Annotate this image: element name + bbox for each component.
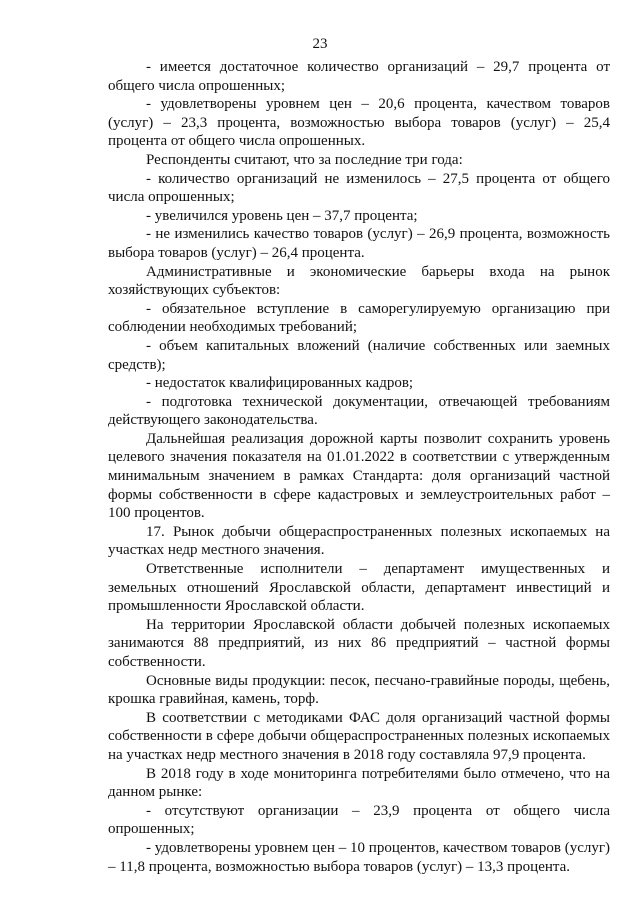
paragraph: Ответственные исполнители – департамент имущественных и земельных отношений Ярославской области, департамент инвестиций и промышленности Ярославской области. [108,561,610,615]
paragraph: В 2018 году в ходе мониторинга потребителями было отмечено, что на данном рынке: [108,765,610,801]
paragraph: - увеличился уровень цен – 37,7 процента; [146,207,418,224]
paragraph: - подготовка технической документации, отвечающей требованиям действующего законодательства. [108,393,610,429]
paragraph: Административные и экономические барьеры входа на рынок хозяйствующих субъектов: [108,263,610,299]
paragraph: - не изменились качество товаров (услуг) – 26,9 процента, возможность выбора товаров (услуг) – 26,4 процента. [108,226,610,261]
paragraph: Дальнейшая реализация дорожной карты позволит сохранить уровень целевого значения показателя на 01.01.2022 в соответствии с утвержденным минимальным значением в рамках Стандарта: доля организаций частной формы собственности в сфере кадастровых и землеустроительных работ – 100 процентов. [108,430,610,522]
paragraph: - недостаток квалифицированных кадров; [146,375,414,392]
paragraph: Основные виды продукции: песок, песчано-гравийные породы, щебень, крошка гравийная, камень, торф. [108,672,610,708]
paragraph: - количество организаций не изменилось – 27,5 процента от общего числа опрошенных; [108,170,610,206]
section-heading: 17. Рынок добычи общераспространенных полезных ископаемых на участках недр местного значения. [108,523,610,559]
paragraph: - отсутствуют организации – 23,9 процента от общего числа опрошенных; [108,802,610,838]
document-body [108,58,610,876]
paragraph: В соответствии с методиками ФАС доля организаций частной формы собственности в сфере добычи общераспространенных полезных ископаемых на участках недр местного значения в 2018 году составляла 97,9 процента. [108,709,610,763]
paragraph: - удовлетворены уровнем цен – 20,6 процента, качеством товаров (услуг) – 23,3 процента, возможностью выбора товаров (услуг) – 25,4 процента от общего числа опрошенных. [108,96,610,150]
paragraph: - имеется достаточное количество организаций – 29,7 процента от общего числа опрошенных; [108,59,610,94]
paragraph: - объем капитальных вложений (наличие собственных или заемных средств); [108,337,610,373]
paragraph: Респонденты считают, что за последние три года: [146,151,463,168]
paragraph: - удовлетворены уровнем цен – 10 процентов, качеством товаров (услуг) – 11,8 процента, возможностью выбора товаров (услуг) – 13,3 процента. [108,839,610,875]
paragraph: - обязательное вступление в саморегулируемую организацию при соблюдении необходимых требований; [108,300,610,336]
paragraph: На территории Ярославской области добычей полезных ископаемых занимаются 88 предприятий, из них 86 предприятий – частной формы собственности. [108,616,610,670]
page-number: 23 [312,36,328,52]
